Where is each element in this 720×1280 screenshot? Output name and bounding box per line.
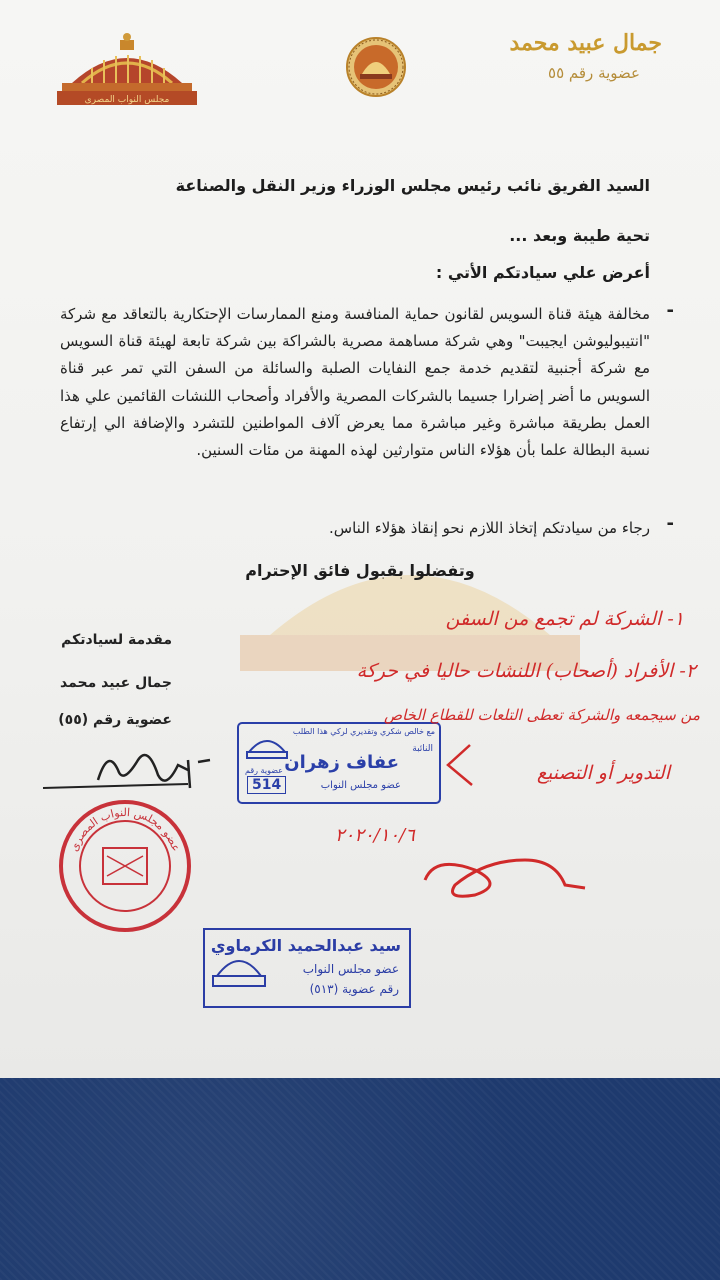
intro-line: أعرض علي سيادتكم الأتي : — [435, 263, 650, 282]
red-handwritten-signature — [415, 840, 590, 905]
red-bracket-mark — [440, 740, 480, 790]
red-seal-text: عضو مجلس النواب المصرى — [67, 806, 183, 854]
karmawy-role: عضو مجلس النواب — [302, 962, 399, 976]
dome-watermark — [200, 525, 620, 675]
zahran-role: عضو مجلس النواب — [320, 780, 401, 791]
zahran-name: عفاف زهران — [284, 752, 399, 773]
bullet-dash: - — [666, 513, 674, 534]
sender-membership: عضوية رقم ٥٥ — [548, 64, 640, 82]
signer-name: جمال عبيد محمد — [60, 675, 172, 691]
signer-membership: عضوية رقم (٥٥) — [58, 712, 172, 728]
recipient-line: السيد الفريق نائب رئيس مجلس الوزراء وزير النقل والصناعة — [175, 176, 650, 195]
zahran-member-label: عضوية رقم — [245, 766, 283, 775]
karmawy-stamp — [203, 928, 411, 1008]
parliament-dome-logo — [52, 28, 202, 108]
point-2: رجاء من سيادتكم إتخاذ اللازم نحو إنقاذ هؤلاء الناس. — [329, 519, 650, 537]
handwritten-note-2: ٢- الأفراد (أصحاب) اللنشات حاليا في حركة — [356, 660, 696, 682]
zahran-stamp-top: مع خالص شكري وتقديري لركي هذا الطلب — [292, 727, 435, 736]
handwritten-note-1: ١- الشركة لم تجمع من السفن — [445, 608, 684, 630]
handwritten-note-3: من سيجمعه والشركة تعطى التلعات للقطاع الخاص — [383, 706, 700, 724]
handwritten-signature — [38, 740, 218, 800]
karmawy-name: سيد عبدالحميد الكرماوي — [210, 936, 401, 955]
blue-tablecloth-background — [0, 1078, 720, 1280]
parliament-seal-emblem — [345, 36, 407, 98]
karmawy-membership: رقم عضوية (٥١٣) — [309, 982, 399, 996]
logo-caption: مجلس النواب المصرى — [84, 95, 170, 105]
bullet-dash: - — [666, 300, 674, 321]
zahran-title: النائبة — [412, 744, 433, 754]
sender-name: جمال عبيد محمد — [509, 30, 662, 56]
greeting-line: تحية طيبة وبعد ... — [509, 226, 650, 245]
handwritten-date: ٢٠٢٠/١٠/٦ — [335, 825, 415, 846]
closing-line: وتفضلوا بقبول فائق الإحترام — [245, 561, 475, 580]
red-circular-seal — [55, 796, 195, 936]
zahran-stamp — [237, 722, 441, 804]
point-1: مخالفة هيئة قناة السويس لقانون حماية المنافسة ومنع الممارسات الإحتكارية بالتعاقد مع شركة "انتيبوليوشن ايجيبت" وهي شركة مساهمة مصرية بالشراكة بين شركة تابعة لهيئة قناة السويس مع شركة أجنبية لتقديم خدمة جمع النفايات الصلبة والسائلة من السفن التي تمر عبر قناة السويس ما أضر إضرارا جسيما بالشركات المصرية والأفراد وأصحاب اللنشات القائمين علي هذا العمل بطريقة مباشرة وغير مباشرة مما يعرض آلاف المواطنين للتشرد والإضافة الي إرتفاع نسبة البطالة علما بأن هؤلاء الناس متوارثين لهذه المهنة من مئات السنين. — [60, 305, 650, 460]
presented-by: مقدمة لسيادتكم — [61, 632, 172, 648]
zahran-number: 514 — [247, 776, 286, 794]
parliament-dome-icon — [245, 730, 289, 760]
handwritten-note-4: التدوير أو التصنيع — [536, 762, 670, 784]
